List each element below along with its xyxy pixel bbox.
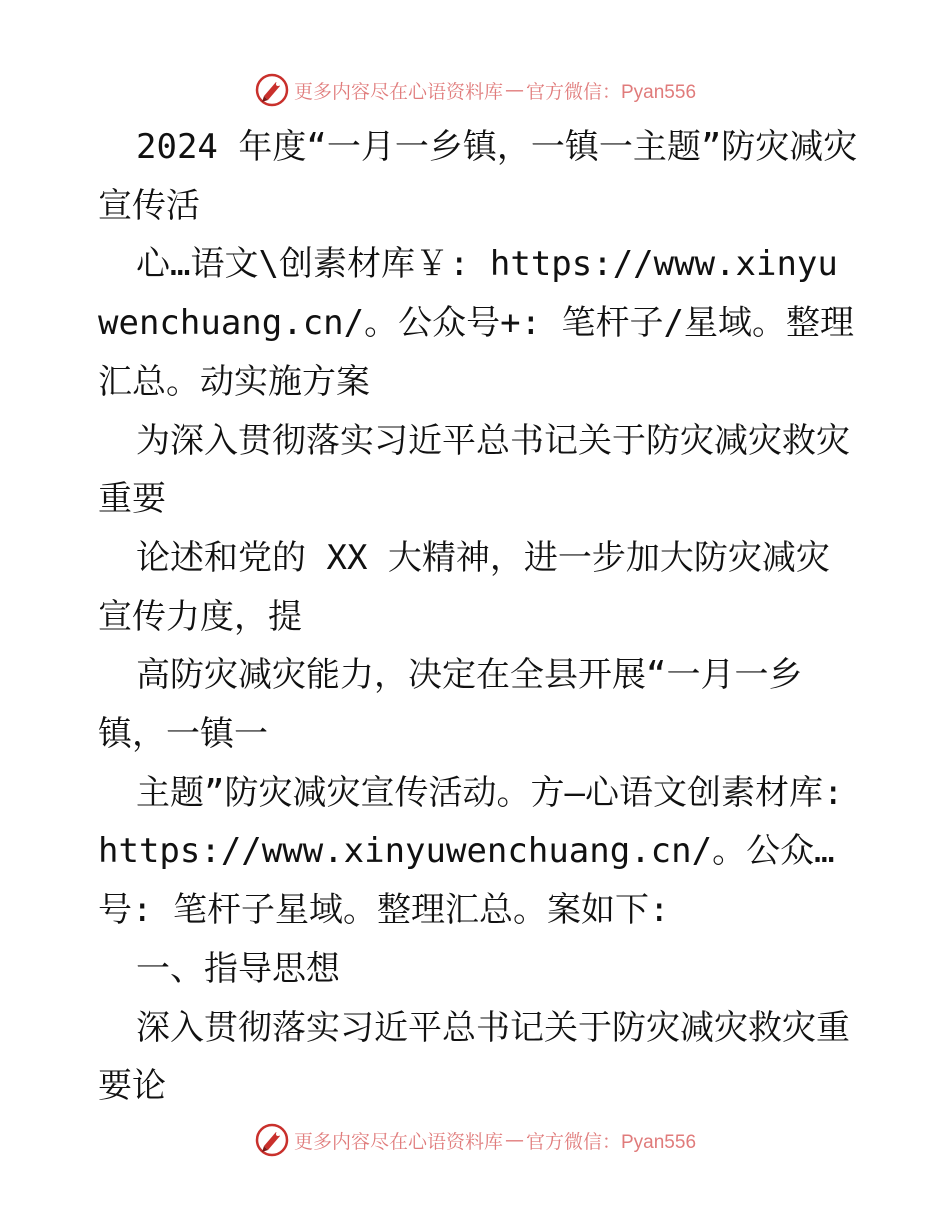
pen-seal-icon <box>254 72 290 108</box>
body-paragraph: 为深入贯彻落实习近平总书记关于防灾减灾救灾重要 <box>98 420 850 520</box>
wechat-id-text: 官方微信：Pyan556 <box>526 1131 697 1153</box>
footer-watermark-banner <box>0 1120 950 1160</box>
site-name-text: 更多内容尽在心语资料库 <box>293 1130 503 1153</box>
body-paragraph: 高防灾减灾能力，决定在全县开展“一月一乡镇，一镇一 <box>98 655 803 755</box>
wechat-id-text: 官方微信：Pyan556 <box>526 81 697 103</box>
header-watermark-banner <box>0 70 950 110</box>
body-paragraph: 心…语文\创素材库￥: https://www.xinyuwenchuang.cn/。公众号+: 笔杆子/星域。整理汇总。动实施方案 <box>98 244 854 402</box>
banner-separator: — <box>505 1129 524 1151</box>
document-body <box>98 118 858 1116</box>
site-name-text: 更多内容尽在心语资料库 <box>293 80 503 103</box>
section-heading: 一、指导思想 <box>136 948 340 989</box>
banner-separator: — <box>505 79 524 101</box>
pen-seal-icon <box>254 1122 290 1158</box>
body-paragraph: 主题”防灾减灾宣传活动。方—心语文创素材库: https://www.xinyuwenchuang.cn/。公众…号: 笔杆子星域。整理汇总。案如下: <box>98 772 844 931</box>
body-paragraph: 深入贯彻落实习近平总书记关于防灾减灾救灾重要论 <box>98 1007 850 1107</box>
title-paragraph: 2024 年度“一月一乡镇，一镇一主题”防灾减灾宣传活 <box>98 127 858 226</box>
body-paragraph: 论述和党的 XX 大精神，进一步加大防灾减灾宣传力度，提 <box>98 537 830 637</box>
